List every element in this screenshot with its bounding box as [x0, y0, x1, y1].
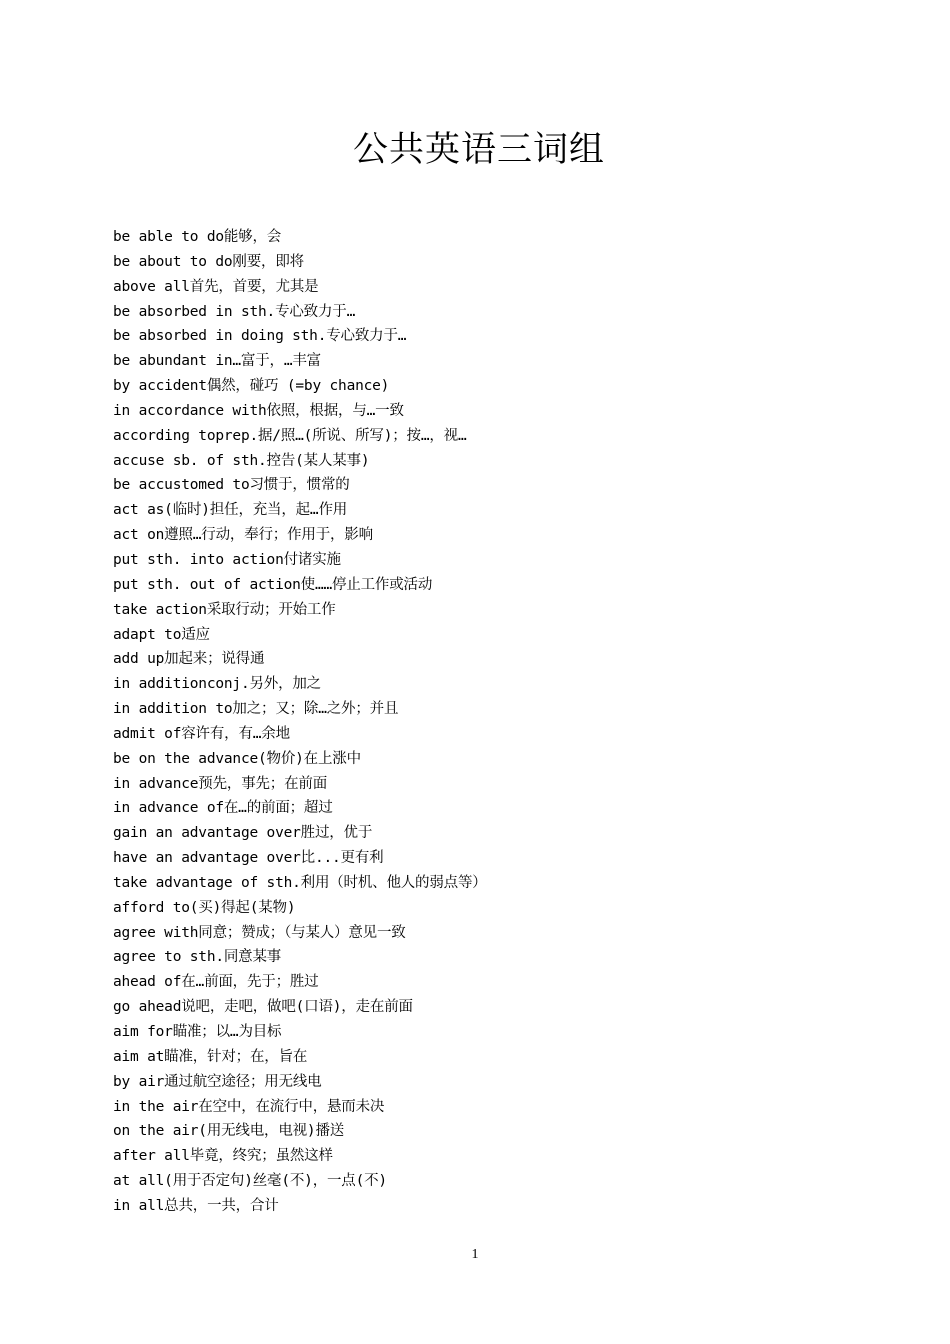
- phrase-text: put sth. out of action使……停止工作或活动: [113, 576, 433, 593]
- phrase-text: agree to sth.同意某事: [113, 949, 282, 966]
- phrase-text: in advance of在…的前面；超过: [113, 800, 333, 817]
- phrase-text: accuse sb. of sth.控告(某人某事): [113, 452, 370, 469]
- phrase-entry: [113, 275, 873, 300]
- phrase-text: afford to(买)得起(某物): [113, 899, 296, 916]
- phrase-entry: [113, 1045, 873, 1070]
- phrase-entry: [113, 846, 873, 871]
- phrase-text: in addition to加之；又；除…之外；并且: [113, 701, 399, 718]
- phrase-text: have an advantage over比...更有利: [113, 850, 384, 867]
- phrase-text: in accordance with依照，根据，与…一致: [113, 402, 404, 419]
- phrase-text: add up加起来；说得通: [113, 651, 265, 668]
- phrase-text: be accustomed to习惯于，惯常的: [113, 477, 350, 494]
- phrase-text: be on the advance(物价)在上涨中: [113, 750, 361, 767]
- phrase-entry: [113, 349, 873, 374]
- phrase-text: on the air(用无线电，电视)播送: [113, 1123, 345, 1140]
- phrase-entry: [113, 1194, 873, 1219]
- phrase-text: after all毕竟，终究；虽然这样: [113, 1148, 333, 1165]
- phrase-entry: [113, 796, 873, 821]
- phrase-entry: [113, 324, 873, 349]
- phrase-text: in advance预先，事先；在前面: [113, 775, 327, 792]
- phrase-text: ahead of在…前面，先于；胜过: [113, 974, 319, 991]
- phrase-text: go ahead说吧，走吧，做吧(口语)，走在前面: [113, 999, 413, 1016]
- phrase-entry: [113, 995, 873, 1020]
- phrase-text: take action采取行动；开始工作: [113, 601, 336, 618]
- phrase-entry: [113, 747, 873, 772]
- phrase-text: act on遵照…行动，奉行；作用于，影响: [113, 527, 373, 544]
- phrase-entry: [113, 921, 873, 946]
- phrase-entry: [113, 1095, 873, 1120]
- phrase-entry: [113, 548, 873, 573]
- phrase-entry: [113, 672, 873, 697]
- phrase-text: aim for瞄准；以…为目标: [113, 1024, 282, 1040]
- phrase-text: be absorbed in doing sth.专心致力于…: [113, 328, 407, 345]
- phrase-entry: [113, 498, 873, 523]
- phrase-entry: [113, 523, 873, 548]
- phrase-entry: [113, 1119, 873, 1144]
- phrase-text: be abundant in…富于，…丰富: [113, 353, 321, 370]
- phrase-text: be able to do能够，会: [113, 229, 282, 245]
- phrase-entry: [113, 374, 873, 399]
- phrase-text: in the air在空中，在流行中，悬而未决: [113, 1098, 385, 1115]
- phrase-text: be absorbed in sth.专心致力于…: [113, 303, 356, 320]
- page-number: 1: [471, 1247, 479, 1262]
- phrase-text: above all首先，首要，尤其是: [113, 278, 319, 295]
- phrase-entry: [113, 970, 873, 995]
- phrase-text: at all(用于否定句)丝毫(不)，一点(不): [113, 1173, 387, 1190]
- phrase-entry: [113, 623, 873, 648]
- phrase-entry: [113, 225, 873, 250]
- phrase-entry: [113, 424, 873, 449]
- phrase-text: put sth. into action付诸实施: [113, 551, 341, 568]
- phrase-entry: [113, 573, 873, 598]
- document-title: 公共英语三词组: [352, 130, 605, 170]
- phrase-entry: [113, 697, 873, 722]
- phrase-text: adapt to适应: [113, 626, 210, 643]
- phrase-entry: [113, 896, 873, 921]
- phrase-entry: [113, 647, 873, 672]
- phrase-entry: [113, 473, 873, 498]
- phrase-entry: [113, 300, 873, 325]
- phrase-text: act as(临时)担任，充当，起…作用: [113, 502, 348, 519]
- phrase-entry: [113, 945, 873, 970]
- phrase-entry: [113, 1020, 873, 1045]
- phrase-text: by accident偶然，碰巧 (=by chance): [113, 378, 390, 395]
- phrase-text: aim at瞄准，针对；在，旨在: [113, 1048, 308, 1065]
- phrase-entry: [113, 399, 873, 424]
- phrase-text: agree with同意；赞成；（与某人）意见一致: [113, 924, 406, 941]
- phrase-text: in additionconj.另外，加之: [113, 676, 321, 693]
- phrase-text: admit of容许有，有…余地: [113, 725, 290, 742]
- phrase-entry: [113, 871, 873, 896]
- phrase-entry: [113, 772, 873, 797]
- phrase-entry: [113, 722, 873, 747]
- phrase-entry: [113, 449, 873, 474]
- phrase-text: by air通过航空途径；用无线电: [113, 1073, 322, 1090]
- phrase-entry: [113, 598, 873, 623]
- phrase-entry: [113, 1144, 873, 1169]
- phrase-text: take advantage of sth.利用（时机、他人的弱点等）: [113, 874, 487, 891]
- phrase-text: in all总共，一共，合计: [113, 1197, 279, 1214]
- phrase-entry: [113, 1169, 873, 1194]
- phrase-list: [113, 225, 873, 1219]
- phrase-entry: [113, 250, 873, 275]
- phrase-text: gain an advantage over胜过，优于: [113, 825, 373, 842]
- phrase-text: according toprep.据/照…(所说、所写)；按…，视…: [113, 427, 467, 444]
- phrase-text: be about to do刚要，即将: [113, 253, 304, 270]
- phrase-entry: [113, 821, 873, 846]
- phrase-entry: [113, 1070, 873, 1095]
